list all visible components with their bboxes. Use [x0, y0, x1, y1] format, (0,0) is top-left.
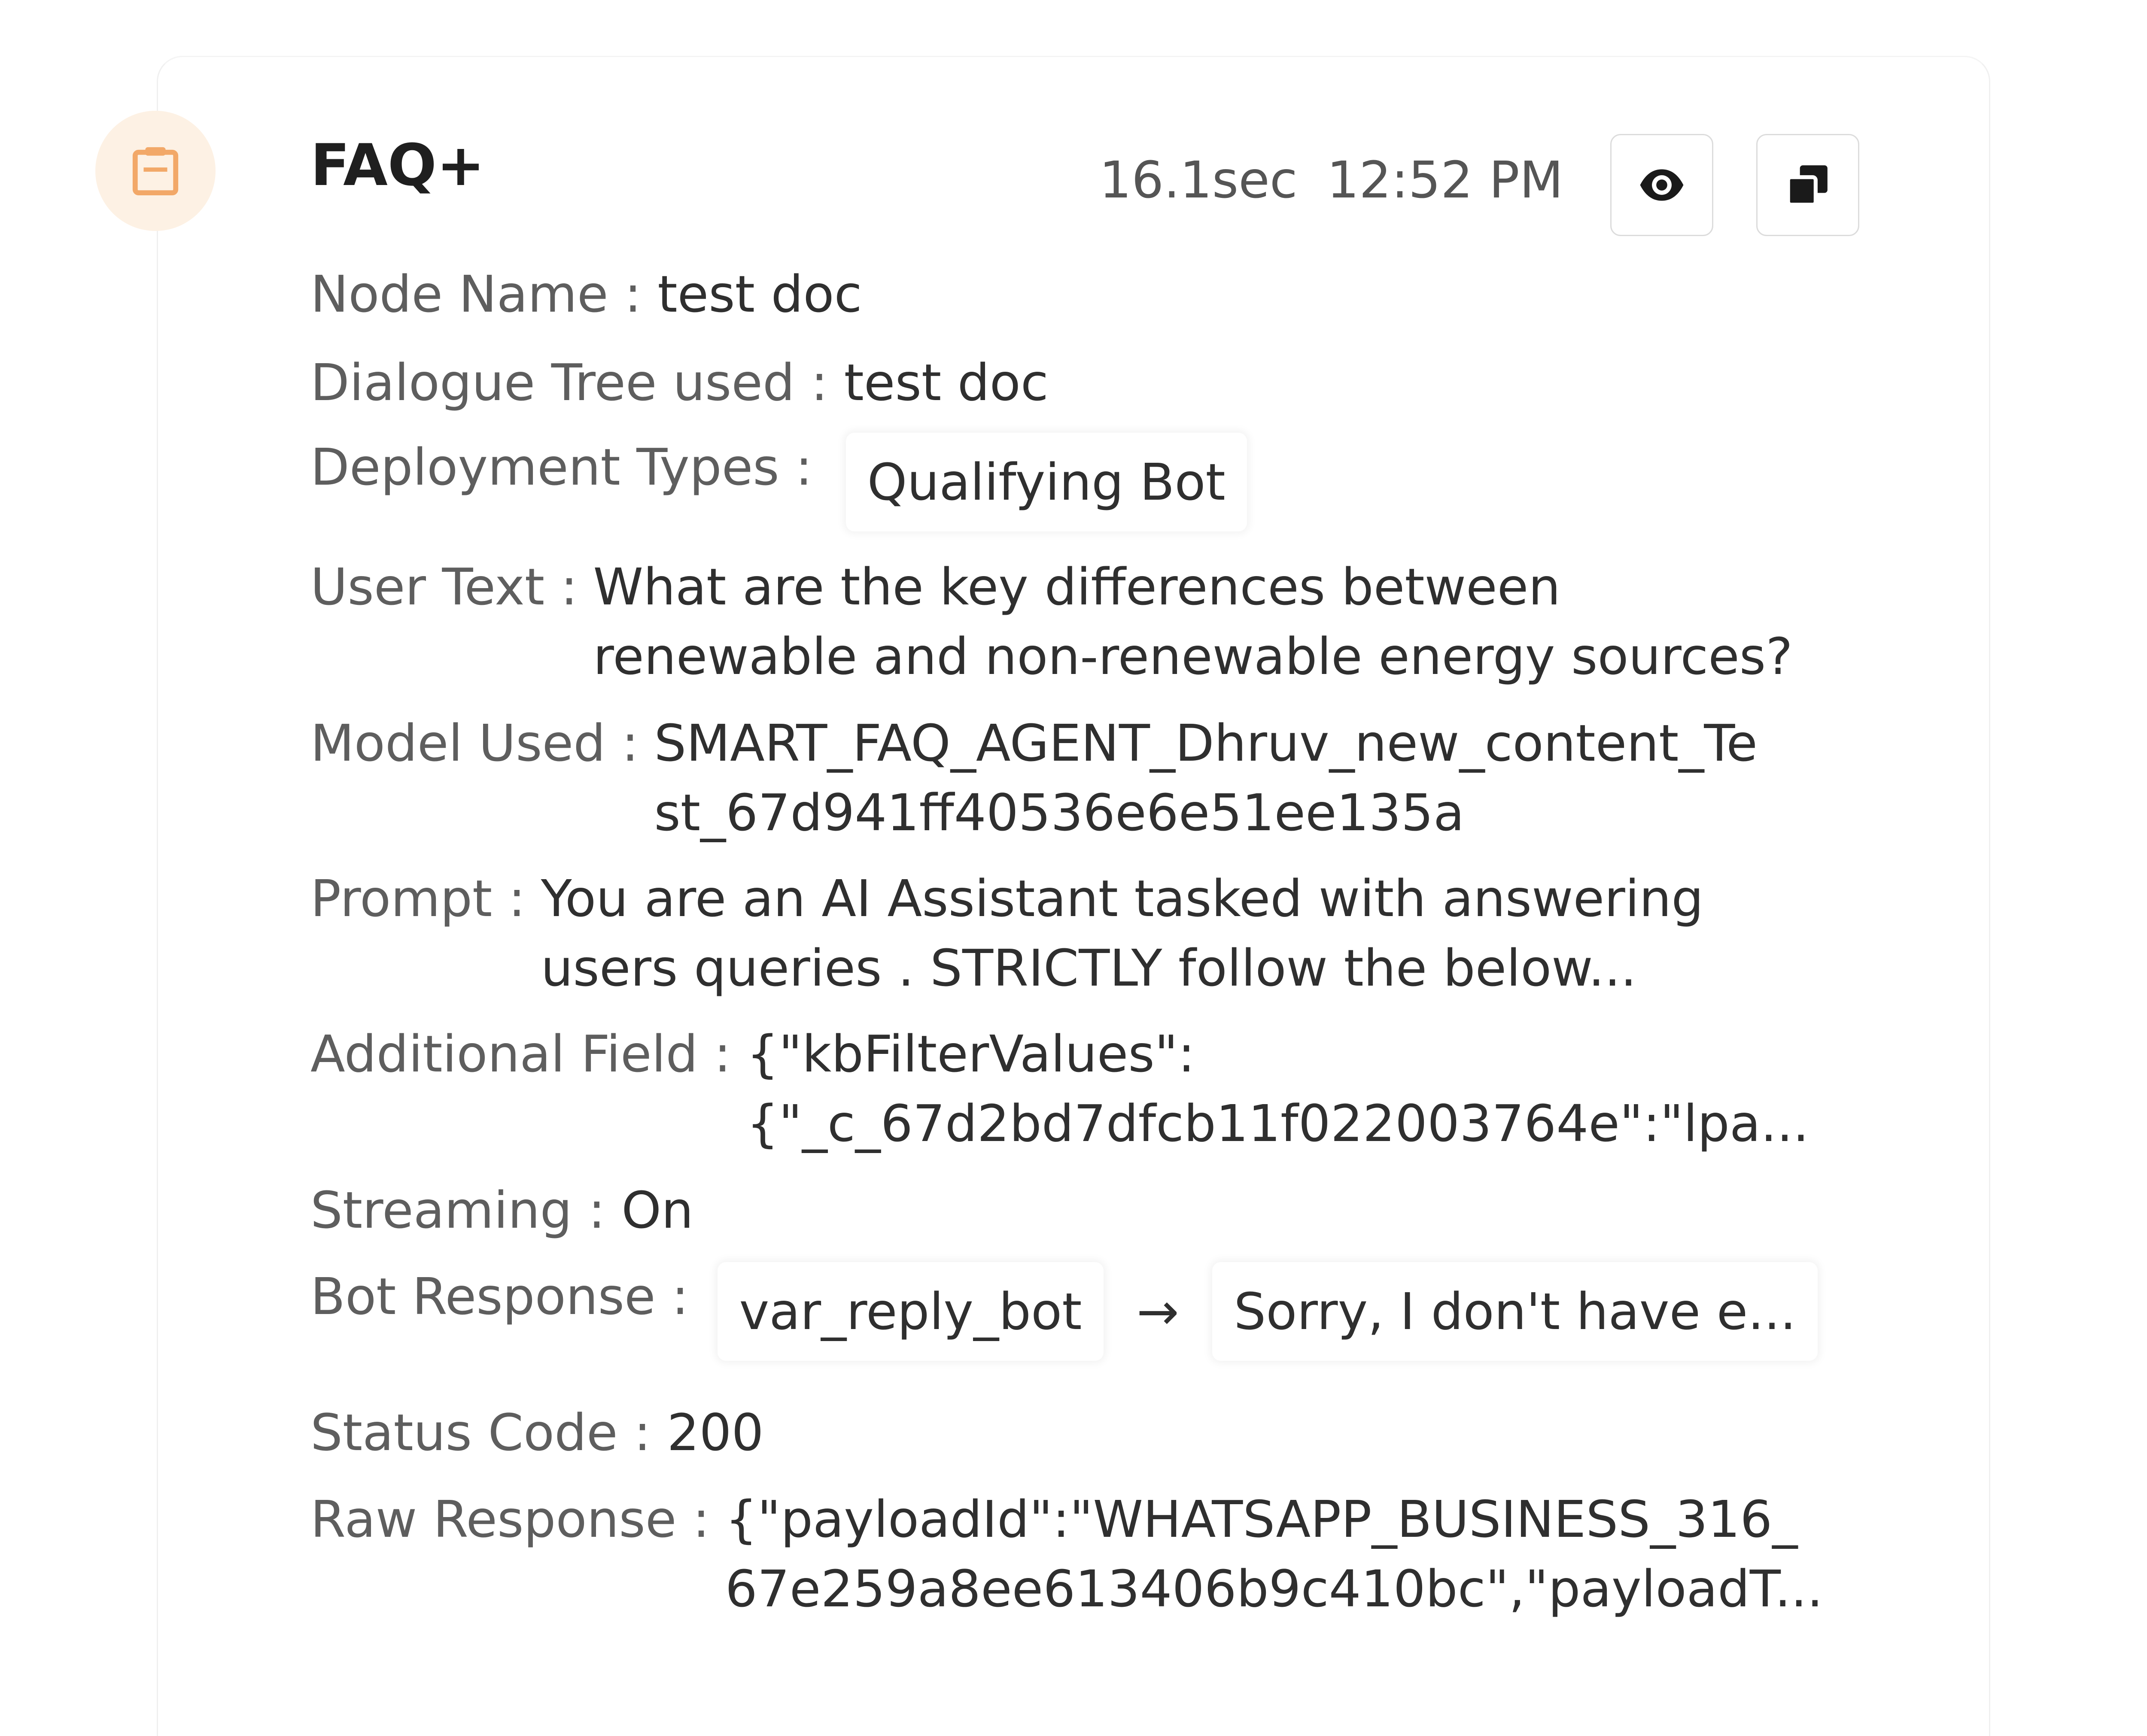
detail-user-text — [310, 552, 1793, 691]
detail-raw-response — [310, 1484, 1823, 1624]
status-code-label: Status Code : — [310, 1403, 651, 1462]
detail-streaming — [310, 1175, 693, 1245]
detail-deployment-types — [310, 433, 1247, 531]
model-used-line-1: SMART_FAQ_AGENT_Dhruv_new_content_Te — [654, 713, 1758, 773]
additional-field-line-1: {"kbFilterValues": — [746, 1024, 1195, 1083]
dialogue-tree-label: Dialogue Tree used : — [310, 353, 828, 412]
detail-model-used — [310, 708, 1758, 847]
node-type-badge — [95, 111, 216, 231]
additional-field-label: Additional Field : — [310, 1024, 731, 1083]
node-name-label: Node Name : — [310, 264, 642, 324]
execution-time: 12:52 PM — [1327, 150, 1563, 209]
execution-duration: 16.1sec — [1099, 150, 1298, 209]
copy-button[interactable] — [1756, 134, 1859, 236]
node-name-value: test doc — [657, 264, 862, 324]
detail-status-code — [310, 1398, 764, 1467]
streaming-label: Streaming : — [310, 1181, 605, 1240]
view-button[interactable] — [1610, 134, 1713, 236]
deployment-types-label: Deployment Types : — [310, 437, 813, 497]
model-used-line-2: st_67d941ff40536e6e51ee135a — [654, 783, 1465, 842]
user-text-label: User Text : — [310, 557, 578, 616]
clipboard-icon — [131, 146, 179, 196]
user-text-line-1: What are the key differences between — [593, 557, 1561, 616]
additional-field-line-2: {"_c_67d2bd7dfcb11f022003764e":"lpa... — [746, 1094, 1809, 1153]
bot-response-label: Bot Response : — [310, 1267, 689, 1326]
node-type-title: FAQ+ — [310, 132, 485, 199]
streaming-value: On — [621, 1181, 693, 1240]
dialogue-tree-value: test doc — [844, 353, 1049, 412]
prompt-line-2: users queries . STRICTLY follow the below... — [541, 938, 1637, 998]
detail-dialogue-tree — [310, 348, 1049, 417]
raw-response-label: Raw Response : — [310, 1490, 710, 1549]
bot-response-value-tag: Sorry, I don't have e... — [1212, 1262, 1817, 1361]
arrow-right-icon: → — [1137, 1282, 1179, 1341]
detail-node-name — [310, 259, 862, 329]
eye-icon — [1638, 161, 1685, 209]
detail-prompt — [310, 864, 1703, 1003]
prompt-line-1: You are an AI Assistant tasked with answering — [541, 869, 1704, 928]
deployment-type-tag: Qualifying Bot — [846, 433, 1247, 531]
status-code-value: 200 — [667, 1403, 764, 1462]
detail-bot-response — [310, 1262, 1818, 1361]
copy-icon — [1784, 161, 1831, 209]
raw-response-line-2: 67e259a8ee613406b9c410bc","payloadT... — [725, 1559, 1823, 1618]
bot-response-variable-tag: var_reply_bot — [718, 1262, 1103, 1361]
user-text-line-2: renewable and non-renewable energy sources? — [593, 627, 1793, 686]
raw-response-line-1: {"payloadId":"WHATSAPP_BUSINESS_316_ — [725, 1490, 1798, 1549]
detail-additional-field — [310, 1019, 1809, 1158]
prompt-label: Prompt : — [310, 869, 526, 928]
model-used-label: Model Used : — [310, 713, 639, 773]
